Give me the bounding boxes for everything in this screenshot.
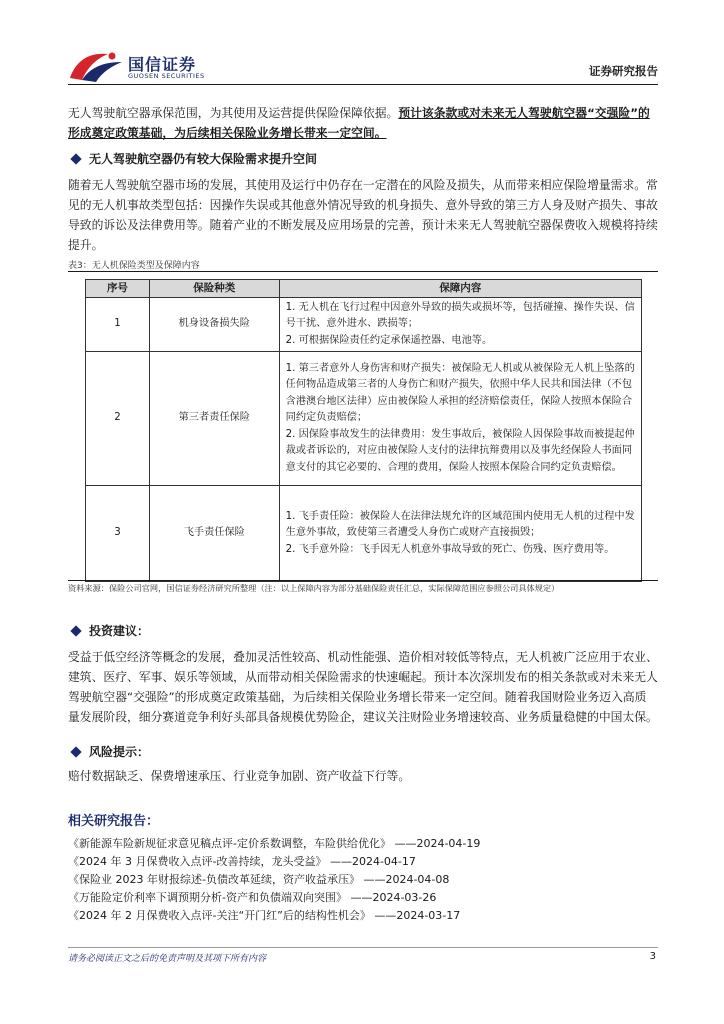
diamond-bullet-icon xyxy=(70,153,81,164)
section-body-risk: 赔付数据缺乏、保费增速承压、行业竞争加剧、资产收益下行等。 xyxy=(68,769,411,783)
coverage-item: 2. 可根据保险责任约定承保遥控器、电池等。 xyxy=(285,334,493,346)
coverage-item: 2. 因保险事故发生的法律费用：发生事故后，被保险人因保险事故而被提起仲裁或者诉讼的，对应由被保险人支付的法律抗辩费用以及事先经保险人书面同意支付的其它必要的、合理的费用，保险人按照本保险合同约定负责赔偿。 xyxy=(285,428,635,473)
related-report-link[interactable]: 《2024 年 3 月保费收入点评-改善持续，龙头受益》 ——2024-04-17 xyxy=(68,855,416,868)
table-header-row xyxy=(86,280,642,298)
section-heading-risk xyxy=(72,743,149,760)
insurance-types-table xyxy=(85,279,642,582)
section-title: 无人驾驶航空器仍有较大保险需求提升空间 xyxy=(89,152,318,166)
table-bottom-rule xyxy=(68,580,658,581)
guosen-logo xyxy=(68,48,228,86)
footer-divider xyxy=(68,947,658,948)
logo-english-name: GUOSEN SECURITIES xyxy=(128,72,205,80)
table-caption-rule xyxy=(68,271,658,272)
intro-paragraph xyxy=(68,103,658,143)
intro-text: 无人驾驶航空器承保范围，为其使用及运营提供保险保障依据。 xyxy=(68,106,399,120)
coverage-item: 2. 飞手意外险：飞手因无人机意外事故导致的死亡、伤残、医疗费用等。 xyxy=(285,543,615,555)
page-header xyxy=(68,48,658,88)
insurance-type: 飞手责任保险 xyxy=(149,486,279,582)
coverage-item: 1. 第三者意外人身伤害和财产损失：被保险无人机或从被保险无人机上坠落的任何物品造成第三者的人身伤亡和财产损失，依照中华人民共和国法律（不包含港澳台地区法律）应由被保险人承担的经济赔偿责任，保险人按照本保险合同约定负责赔偿； xyxy=(285,362,635,424)
coverage-content xyxy=(279,297,641,352)
page-number: 3 xyxy=(649,951,656,962)
section-heading-demand xyxy=(72,150,317,167)
table-caption: 表3：无人机保险类型及保障内容 xyxy=(68,261,200,271)
table-source-note: 资料来源：保险公司官网，国信证券经济研究所整理（注：以上保障内容为部分基础保险责任汇总，实际保障范围应参照公司具体规定） xyxy=(68,583,560,593)
row-number: 3 xyxy=(86,486,150,582)
coverage-content xyxy=(279,352,641,486)
table-header-cell: 序号 xyxy=(86,280,150,298)
insurance-type: 机身设备损失险 xyxy=(149,297,279,352)
section-heading-investment xyxy=(72,622,149,639)
header-divider xyxy=(68,84,658,85)
section-body-investment: 受益于低空经济等概念的发展，叠加灵活性较高、机动性能强、造价相对较低等特点，无人机被广泛应用于农业、建筑、医疗、军事、娱乐等领域，从而带动相关保险需求的快速崛起。预计本次深圳发布的相关条款或对未来无人驾驶航空器“交强险”的形成奠定政策基础，为后续相关保险业务增长带来一定空间。随着我国财险业务迈入高质量发展阶段，细分赛道竞争利好头部具备规模优势险企，建议关注财险业务增速较高、业务质量稳健的中国太保。 xyxy=(68,650,658,724)
section-body-demand: 随着无人驾驶航空器市场的发展，其使用及运行中仍存在一定潜在的风险及损失，从而带来相应保险增量需求。常见的无人机事故类型包括：因操作失误或其他意外情况导致的机身损失、意外导致的第三方人身及财产损失、事故导致的诉讼及法律费用等。随着产业的不断发展及应用场景的完善，预计未来无人驾驶航空器保费收入规模将持续提升。 xyxy=(68,178,658,252)
coverage-item: 1. 无人机在飞行过程中因意外导致的损失或损坏等，包括碰撞、操作失误、信号干扰、意外进水、跌损等； xyxy=(285,301,635,329)
intro-emphasis-text: 预计该条款或对未来无人驾驶航空器“交强险”的形成奠定政策基础，为后续相关保险业务增长带来一定空间。 xyxy=(68,106,650,140)
section-title: 投资建议： xyxy=(89,624,150,638)
related-reports-list xyxy=(68,835,480,925)
section-title: 风险提示： xyxy=(89,745,150,759)
related-report-link[interactable]: 《万能险定价利率下调预期分析-资产和负债端双向突围》 ——2024-03-26 xyxy=(68,891,437,904)
logo-chinese-name: 国信证券 xyxy=(128,55,197,74)
report-type-label: 证券研究报告 xyxy=(589,64,658,78)
insurance-type: 第三者责任保险 xyxy=(149,352,279,486)
diamond-bullet-icon xyxy=(70,746,81,757)
table-header-cell: 保障内容 xyxy=(279,280,641,298)
related-report-link[interactable]: 《保险业 2023 年财报综述-负债改革延续，资产收益承压》 ——2024-04-08 xyxy=(68,873,450,886)
guosen-logo-mark-icon xyxy=(68,48,124,84)
row-number: 1 xyxy=(86,297,150,352)
row-number: 2 xyxy=(86,352,150,486)
related-report-link[interactable]: 《新能源车险新规征求意见稿点评-定价系数调整，车险供给优化》 ——2024-04-19 xyxy=(68,837,481,850)
related-reports-title: 相关研究报告： xyxy=(68,814,160,829)
related-report-link[interactable]: 《2024 年 2 月保费收入点评-关注“开门红”后的结构性机会》 ——2024-03-17 xyxy=(68,909,461,922)
coverage-content xyxy=(279,486,641,582)
table-header-cell: 保险种类 xyxy=(149,280,279,298)
diamond-bullet-icon xyxy=(70,625,81,636)
coverage-item: 1. 飞手责任险：被保险人在法律法规允许的区域范围内使用无人机的过程中发生意外事故，致使第三者遭受人身伤亡或财产直接损毁； xyxy=(285,510,635,539)
table-row xyxy=(86,486,642,582)
disclaimer-note: 请务必阅读正文之后的免责声明及其项下所有内容 xyxy=(68,954,267,964)
table-row xyxy=(86,297,642,352)
table-row xyxy=(86,352,642,486)
